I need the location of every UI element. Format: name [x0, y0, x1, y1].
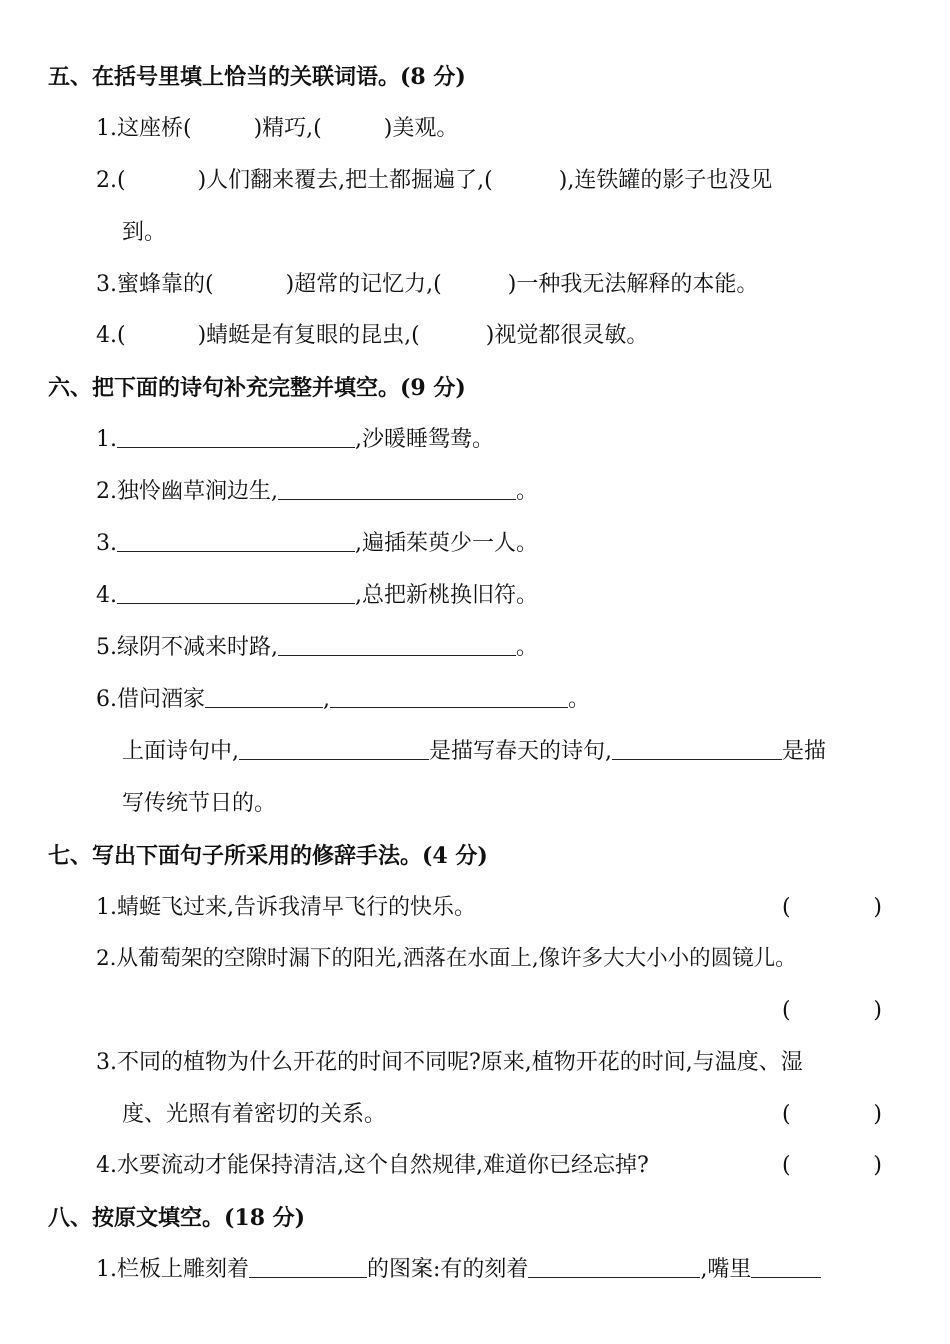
- s6-item-4-blank[interactable]: [117, 581, 355, 604]
- paren-open: (: [782, 1102, 791, 1127]
- s6-item-5-blank[interactable]: [278, 633, 516, 656]
- s5-item-1-num: 1.: [96, 116, 117, 141]
- s7-item-1: [96, 893, 476, 923]
- s6-item-1: [96, 425, 494, 455]
- s6-item-6-num: 6.: [96, 687, 117, 712]
- s5-item-1-a: 这座桥(: [117, 116, 192, 141]
- s6-item-5: [96, 633, 538, 663]
- s6-item-4: [96, 581, 538, 611]
- s7-item-4-text: 水要流动才能保持清洁,这个自然规律,难道你已经忘掉?: [117, 1153, 649, 1178]
- paren-close: ): [873, 998, 882, 1023]
- s7-item-3-answer[interactable]: [782, 1100, 882, 1130]
- s8-item-1-a: 栏板上雕刻着: [117, 1257, 250, 1282]
- s8-item-1-num: 1.: [96, 1257, 117, 1282]
- s6-item-5-text: 绿阴不减来时路,: [117, 635, 278, 660]
- s6-item-2: [96, 477, 538, 507]
- s6-item-3-num: 3.: [96, 531, 117, 556]
- s6-item-2-num: 2.: [96, 479, 117, 504]
- s5-item-3-c: )一种我无法解释的本能。: [507, 272, 759, 297]
- paren-close: ): [873, 1102, 882, 1127]
- s5-item-4-b: )蜻蜓是有复眼的昆虫,(: [197, 323, 420, 348]
- s6-summary-cont: 写传统节日的。: [122, 791, 277, 816]
- s8-item-1-b: 的图案:有的刻着: [367, 1257, 529, 1282]
- s5-item-1-c: )美观。: [383, 116, 459, 141]
- paren-open: (: [782, 895, 791, 920]
- section-8-title: 八、按原文填空。(18 分): [48, 1205, 306, 1231]
- s6-item-6-blank-1[interactable]: [205, 685, 323, 708]
- s6-item-6-end: 。: [568, 687, 591, 712]
- s7-item-1-text: 蜻蜓飞过来,告诉我清早飞行的快乐。: [117, 895, 476, 920]
- s6-item-5-end: 。: [516, 635, 539, 660]
- s5-item-3-num: 3.: [96, 272, 117, 297]
- s5-item-2: [96, 166, 772, 196]
- s8-item-1-c: ,嘴里: [700, 1257, 752, 1282]
- s6-summary-c: 是描: [782, 739, 827, 764]
- s5-item-4: [96, 321, 648, 351]
- s7-item-4-answer[interactable]: [782, 1151, 882, 1181]
- s6-summary-blank-1[interactable]: [239, 737, 429, 760]
- paren-close: ): [873, 895, 882, 920]
- s5-item-3-b: )超常的记忆力,(: [285, 272, 442, 297]
- s6-summary: [122, 737, 826, 767]
- s8-item-1-blank-2[interactable]: [528, 1255, 700, 1278]
- s6-item-1-text: ,沙暖睡鸳鸯。: [355, 427, 494, 452]
- s6-item-6-text: 借问酒家: [117, 687, 206, 712]
- s7-item-1-num: 1.: [96, 895, 117, 920]
- s6-item-4-num: 4.: [96, 583, 117, 608]
- s7-item-2: [96, 944, 797, 974]
- s8-item-1-blank-3[interactable]: [751, 1255, 821, 1278]
- s6-item-3: [96, 529, 538, 559]
- s5-item-4-a: (: [117, 323, 126, 348]
- s7-item-2-text: 从葡萄架的空隙时漏下的阳光,洒落在水面上,像许多大大小小的圆镜儿。: [116, 946, 797, 971]
- s8-item-1: [96, 1255, 821, 1285]
- paren-open: (: [782, 1153, 791, 1178]
- s6-item-1-blank[interactable]: [117, 425, 355, 448]
- s5-item-2-a: (: [117, 168, 126, 193]
- s7-item-2-num: 2.: [96, 946, 117, 971]
- s5-item-3-a: 蜜蜂靠的(: [117, 272, 214, 297]
- s5-item-4-num: 4.: [96, 323, 117, 348]
- s7-item-3: [96, 1048, 803, 1078]
- s7-item-1-answer[interactable]: [782, 893, 882, 923]
- s6-item-3-blank[interactable]: [117, 529, 355, 552]
- s7-item-4: [96, 1151, 649, 1181]
- s6-item-2-blank[interactable]: [278, 477, 516, 500]
- s6-item-4-text: ,总把新桃换旧符。: [355, 583, 538, 608]
- paren-open: (: [782, 998, 791, 1023]
- s6-item-5-num: 5.: [96, 635, 117, 660]
- s6-summary-b: 是描写春天的诗句,: [429, 739, 612, 764]
- s6-item-1-num: 1.: [96, 427, 117, 452]
- s7-item-3-num: 3.: [96, 1050, 117, 1075]
- s6-summary-blank-2[interactable]: [612, 737, 782, 760]
- s7-item-4-num: 4.: [96, 1153, 117, 1178]
- s6-item-6: [96, 685, 590, 715]
- s7-item-2-answer[interactable]: [782, 996, 882, 1026]
- section-7-title: 七、写出下面句子所采用的修辞手法。(4 分): [48, 843, 488, 869]
- s7-item-3-cont: 度、光照有着密切的关系。: [122, 1102, 387, 1127]
- s5-item-4-c: )视觉都很灵敏。: [485, 323, 649, 348]
- s6-item-2-text: 独怜幽草涧边生,: [117, 479, 278, 504]
- s6-item-2-end: 。: [516, 479, 539, 504]
- s5-item-2-c: ),连铁罐的影子也没见: [558, 168, 773, 193]
- s6-item-6-mid: ,: [323, 687, 331, 712]
- paren-close: ): [873, 1153, 882, 1178]
- section-6-title: 六、把下面的诗句补充完整并填空。(9 分): [48, 375, 466, 401]
- s6-summary-a: 上面诗句中,: [122, 739, 239, 764]
- s5-item-1-b: )精巧,(: [253, 116, 322, 141]
- s6-item-6-blank-2[interactable]: [330, 685, 568, 708]
- s5-item-2-b: )人们翻来覆去,把土都掘遍了,(: [197, 168, 493, 193]
- s5-item-1: [96, 114, 458, 144]
- s5-item-2-cont: 到。: [122, 220, 167, 245]
- s8-item-1-blank-1[interactable]: [249, 1255, 367, 1278]
- s7-item-3-text: 不同的植物为什么开花的时间不同呢?原来,植物开花的时间,与温度、湿: [117, 1050, 803, 1075]
- s5-item-2-num: 2.: [96, 168, 117, 193]
- section-5-title: 五、在括号里填上恰当的关联词语。(8 分): [48, 64, 466, 90]
- s6-item-3-text: ,遍插茱萸少一人。: [355, 531, 538, 556]
- s5-item-3: [96, 270, 758, 300]
